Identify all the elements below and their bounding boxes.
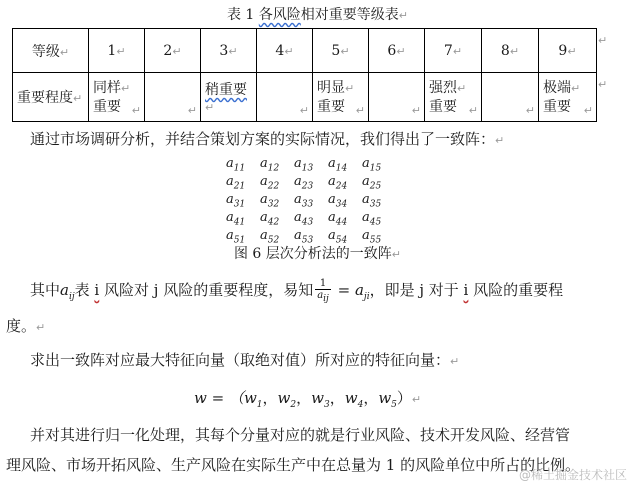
importance-cell-6: ↵	[369, 73, 425, 122]
matrix-entry: $a_{11}$	[226, 156, 246, 174]
consistency-matrix	[226, 155, 396, 245]
matrix-entry: $a_{12}$	[260, 156, 280, 174]
vector-component: w	[277, 389, 291, 407]
level-cell-5: 5↵	[313, 29, 369, 73]
matrix-row	[226, 155, 396, 173]
matrix-entry: $a_{53}$	[294, 228, 314, 246]
matrix-entry: $a_{32}$	[260, 192, 280, 210]
row-label-cell: 重要程度↵	[13, 73, 89, 122]
matrix-entry: $a_{25}$	[362, 174, 382, 192]
importance-level-table	[12, 28, 597, 122]
importance-cell-5: 明显↵ 重要 ↵	[313, 73, 369, 122]
normalize-line-2: 理风险、市场开拓风险、生产风险在实际生产中在总量为 1 的风险单位中所占的比例。	[6, 456, 581, 474]
importance-cell-9: 极端↵ 重要 ↵	[539, 73, 597, 122]
matrix-entry: $a_{34}$	[328, 192, 348, 210]
matrix-entry: $a_{41}$	[226, 210, 246, 228]
matrix-entry: $a_{31}$	[226, 192, 246, 210]
vector-component: w	[311, 389, 324, 407]
normalize-line-1: 并对其进行归一化处理，其每个分量对应的就是行业风险、技术开发风险、经营管	[30, 426, 571, 444]
matrix-row	[226, 191, 396, 209]
matrix-entry: $a_{35}$	[362, 192, 382, 210]
matrix-entry: $a_{22}$	[260, 174, 280, 192]
matrix-entry: $a_{13}$	[294, 156, 314, 174]
table-header-row	[13, 29, 597, 73]
level-cell-8: 8↵	[482, 29, 539, 73]
importance-cell-7: 强烈↵ 重要 ↵	[425, 73, 482, 122]
importance-cell-1: 同样↵ 重要 ↵	[89, 73, 145, 122]
matrix-row	[226, 173, 396, 191]
intro-paragraph: 通过市场调研分析，并结合策划方案的实际情况，我们得出了一致阵：↵	[30, 130, 505, 148]
row-end-mark: ↵	[598, 78, 608, 91]
table-caption: 表 1 各风险相对重要等级表↵	[226, 7, 409, 23]
level-cell-9: 9↵	[539, 29, 597, 73]
explanation-line-2: 度。↵	[6, 317, 46, 335]
vector-formula: $w = (w_1$，$w_2$，$w_3$，$w_4$，$w_5)↵$	[194, 389, 422, 410]
row-end-mark: ↵	[598, 34, 608, 47]
matrix-entry: $a_{15}$	[362, 156, 382, 174]
vector-component: w	[344, 389, 358, 407]
matrix-entry: $a_{43}$	[294, 210, 314, 228]
level-cell-1: 1↵	[89, 29, 145, 73]
importance-cell-2: ↵	[145, 73, 201, 122]
matrix-row	[226, 209, 396, 227]
matrix-entry: $a_{45}$	[362, 210, 382, 228]
importance-cell-3: 稍重要↵	[201, 73, 257, 122]
level-cell-3: 3↵	[201, 29, 257, 73]
explanation-line-1: 其中$a_{ij}$表 i 风险对 j 风险的重要程度，易知 $\frac{1}{a_{ij}}$ = $a_{ji}$，即是 j 对于 i 风险的重要程	[30, 277, 564, 304]
vector-component: w	[243, 389, 257, 407]
matrix-entry: $a_{44}$	[328, 210, 348, 228]
level-cell-7: 7↵	[425, 29, 482, 73]
vector-paragraph: 求出一致阵对应最大特征向量（取绝对值）所对应的特征向量：↵	[30, 351, 460, 369]
matrix-entry: $a_{55}$	[362, 228, 382, 246]
matrix-entry: $a_{23}$	[294, 174, 314, 192]
level-cell-6: 6↵	[369, 29, 425, 73]
matrix-entry: $a_{33}$	[294, 192, 314, 210]
matrix-entry: $a_{14}$	[328, 156, 348, 174]
importance-cell-4: ↵	[257, 73, 313, 122]
importance-cell-8: ↵	[482, 73, 539, 122]
watermark: @稀土掘金技术社区	[518, 468, 627, 482]
vector-items: $w_1$，$w_2$，$w_3$，$w_4$，$w_5$	[243, 389, 397, 410]
table-importance-row	[13, 73, 597, 122]
matrix-entry: $a_{21}$	[226, 174, 246, 192]
matrix-entry: $a_{52}$	[260, 228, 280, 246]
level-cell-4: 4↵	[257, 29, 313, 73]
header-label-cell: 等级↵	[13, 29, 89, 73]
vector-component: w	[378, 389, 392, 407]
matrix-entry: $a_{24}$	[328, 174, 348, 192]
figure-caption: 图 6 层次分析法的一致阵↵	[233, 246, 402, 262]
matrix-entry: $a_{42}$	[260, 210, 280, 228]
level-cell-2: 2↵	[145, 29, 201, 73]
fraction: $\frac{1}{a_{ij}}$	[317, 277, 329, 304]
matrix-entry: $a_{54}$	[328, 228, 348, 246]
matrix-entry: $a_{51}$	[226, 228, 246, 246]
